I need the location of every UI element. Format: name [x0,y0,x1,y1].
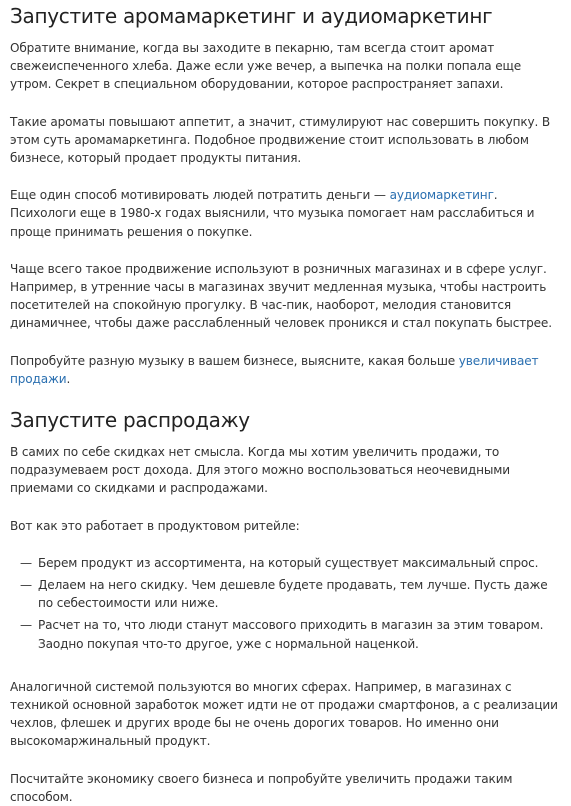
list-item [10,576,561,612]
paragraph-calculate: Посчитайте экономику своего бизнеса и попробуйте увеличить продажи таким способом. [10,771,513,804]
list-item-text: Делаем на него скидку. Чем дешевле будете продавать, тем лучше. Пусть даже по себестоимости или ниже. [38,578,548,611]
list-item-text: Расчет на то, что люди станут массового приходить в магазин за этим товаром. Заодно покупая что-то другое, уже с нормальной наценкой. [38,618,544,651]
paragraph-text: . Психологи еще в 1980-х годах выяснили, что музыка помогает нам расслабиться и проще принимать решения о покупке. [10,188,535,239]
increase-sales-link[interactable]: увеличивает продажи [10,353,539,386]
list-item [10,554,561,572]
audio-marketing-link[interactable]: аудиомаркетинг [389,188,494,203]
paragraph-try-music [10,352,561,388]
dash-marker: — [20,618,32,633]
list-item [10,616,561,652]
paragraph-text: Еще один способ мотивировать людей потратить деньги — [10,188,390,203]
paragraph-text: . [66,371,71,386]
paragraph-bakery: Обратите внимание, когда вы заходите в пекарню, там всегда стоит аромат свежеиспеченного хлеба. Даже если уже вечер, а выпечка на полки попала еще утром. Секрет в специальном оборудовании, которое распространяет запахи. [10,41,522,92]
dash-marker: — [20,555,32,570]
list-item-text: Берем продукт из ассортимента, на который существует максимальный спрос. [38,555,539,570]
dash-marker: — [20,578,32,593]
paragraph-aroma-appetite: Такие ароматы повышают аппетит, а значит, стимулируют нас совершить покупку. В этом суть аромамаркетинга. Подобное продвижение стоит использовать в любом бизнесе, который продает продукты питания. [10,114,551,166]
paragraph-text: Попробуйте разную музыку в вашем бизнесе, выясните, какая больше [10,353,459,368]
paragraph-audio-marketing [10,186,561,241]
paragraph-discounts: В самих по себе скидках нет смысла. Когда мы хотим увеличить продажи, то подразумеваем рост дохода. Для этого можно воспользоваться неочевидными приемами со скидками и распродажами. [10,445,510,496]
section-heading-aroma: Запустите аромамаркетинг и аудиомаркетинг [10,4,493,28]
paragraph-retail-music: Чаще всего такое продвижение используют в розничных магазинах и в сфере услуг. Например, в утренние часы в магазинах звучит медленная музыка, чтобы настроить посетителей на спокойную прогулку. В час-пик, наоборот, мелодия становится динамичнее, чтобы даже расслабленный человек проникся и стал покупать быстрее. [10,261,552,331]
paragraph-electronics: Аналогичной системой пользуются во многих сферах. Например, в магазинах с техникой основной заработок может идти не от продажи смартфонов, а с реализации чехлов, флешек и других вроде бы не очень дорогих товаров. Но именно они высокомаржинальный продукт. [10,679,558,749]
steps-list [10,554,561,653]
paragraph-retail-intro: Вот как это работает в продуктовом ритейле: [10,518,300,533]
section-heading-sale: Запустите распродажу [10,408,250,433]
